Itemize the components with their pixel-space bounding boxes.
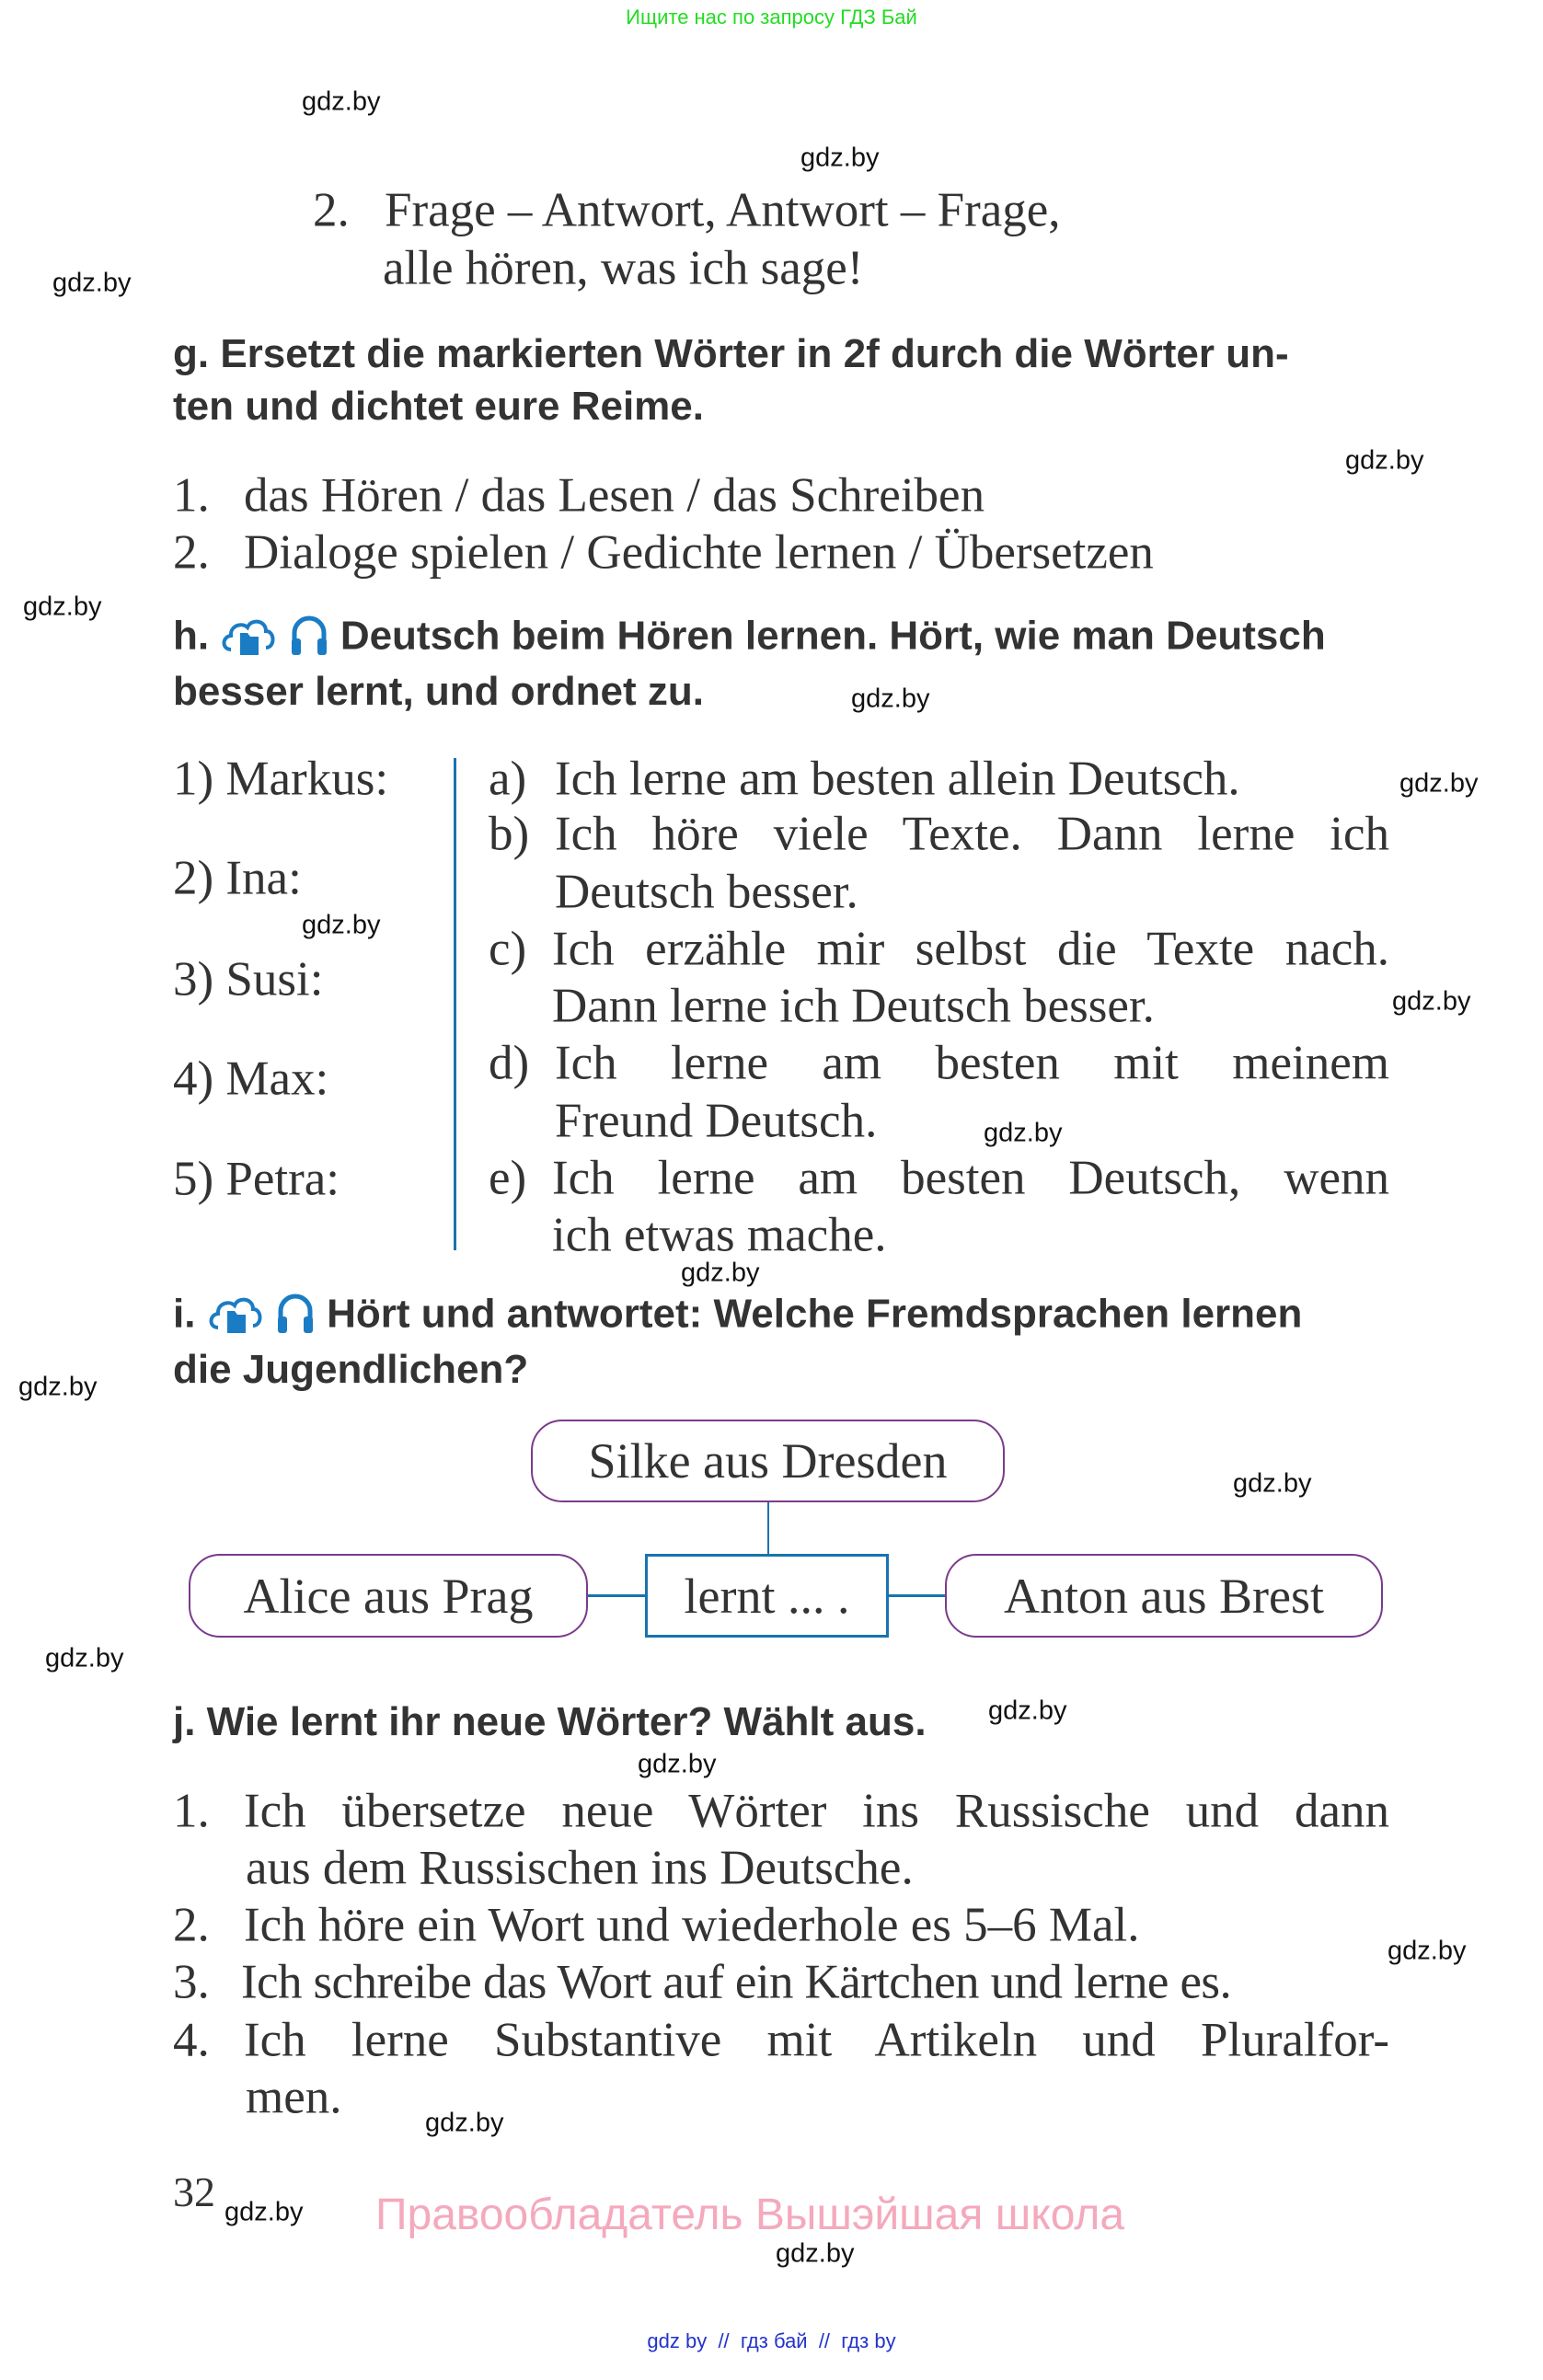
watermark: gdz.by bbox=[681, 1258, 760, 1288]
watermark: gdz.by bbox=[984, 1118, 1063, 1148]
page-number: 32 bbox=[173, 2168, 215, 2215]
copyright-notice: Правообладатель Вышэйшая школа bbox=[375, 2190, 1125, 2239]
watermark: gdz.by bbox=[1392, 986, 1471, 1017]
speaker-name: 5) Petra: bbox=[173, 1152, 340, 1206]
headphones-icon[interactable] bbox=[289, 613, 329, 664]
person-box-anton: Anton aus Brest bbox=[945, 1554, 1383, 1638]
list-item: Ich lerne Substantive mit Artikeln und Pluralfor- bbox=[244, 2013, 1389, 2067]
answer-text: Freund Deutsch. bbox=[555, 1094, 878, 1148]
list-item-number: 1. bbox=[173, 1784, 210, 1838]
connector-line bbox=[888, 1594, 946, 1597]
connector-line bbox=[767, 1502, 769, 1555]
answer-letter: b) bbox=[489, 807, 530, 861]
task-i-heading-2: die Jugendlichen? bbox=[173, 1347, 529, 1392]
watermark: gdz.by bbox=[23, 592, 102, 622]
speaker-name: 3) Susi: bbox=[173, 952, 324, 1006]
answer-letter: e) bbox=[489, 1151, 527, 1205]
answer-letter: c) bbox=[489, 922, 527, 976]
watermark: gdz.by bbox=[851, 684, 930, 714]
watermark: gdz.by bbox=[1388, 1936, 1467, 1966]
watermark: gdz.by bbox=[638, 1749, 717, 1779]
list-item: men. bbox=[246, 2070, 342, 2124]
cloud-folder-icon[interactable] bbox=[207, 1291, 264, 1342]
rhyme-number: 2. bbox=[313, 183, 350, 237]
watermark: gdz.by bbox=[1399, 768, 1479, 799]
task-j-heading: j. Wie lernt ihr neue Wörter? Wählt aus. bbox=[173, 1699, 927, 1744]
list-item: aus dem Russischen ins Deutsche. bbox=[246, 1841, 914, 1895]
task-letter: i. bbox=[173, 1291, 196, 1337]
headphones-icon[interactable] bbox=[275, 1291, 316, 1342]
answer-text: Dann lerne ich Deutsch besser. bbox=[552, 979, 1155, 1033]
task-g-heading: g. Ersetzt die markierten Wörter in 2f durch die Wörter un- bbox=[173, 331, 1289, 376]
answer-text: Ich lerne am besten Deutsch, wenn bbox=[552, 1151, 1389, 1205]
center-box: lernt ... . bbox=[645, 1554, 889, 1638]
answer-text: Deutsch besser. bbox=[555, 865, 858, 919]
list-item: Ich schreibe das Wort auf ein Kärtchen und lerne es. bbox=[241, 1955, 1232, 2009]
watermark: gdz.by bbox=[800, 143, 880, 173]
speaker-name: 4) Max: bbox=[173, 1052, 329, 1106]
watermark: gdz.by bbox=[302, 86, 381, 117]
bottom-links[interactable]: gdz by // гдз бай // гдз by bbox=[647, 2329, 896, 2352]
answer-text: Ich lerne am besten allein Deutsch. bbox=[555, 752, 1240, 806]
divider-line bbox=[454, 758, 456, 1250]
watermark: gdz.by bbox=[1233, 1468, 1312, 1499]
task-h-heading-2: besser lernt, und ordnet zu. bbox=[173, 669, 704, 714]
watermark: gdz.by bbox=[1345, 445, 1424, 476]
list-item-number: 1. bbox=[173, 468, 210, 523]
cloud-folder-icon[interactable] bbox=[220, 613, 277, 664]
list-item-number: 3. bbox=[173, 1955, 210, 2009]
task-g-heading-2: ten und dichtet eure Reime. bbox=[173, 384, 704, 429]
list-item: Dialoge spielen / Gedichte lernen / Übersetzen bbox=[244, 525, 1154, 580]
task-i-heading bbox=[173, 1291, 1302, 1342]
task-h-heading bbox=[173, 613, 1326, 664]
watermark: gdz.by bbox=[52, 268, 132, 298]
answer-text: Ich erzähle mir selbst die Texte nach. bbox=[552, 922, 1389, 976]
top-banner[interactable]: Ищите нас по запросу ГДЗ Бай bbox=[626, 6, 917, 29]
list-item: Ich übersetze neue Wörter ins Russische und dann bbox=[244, 1784, 1389, 1838]
person-box-alice: Alice aus Prag bbox=[189, 1554, 588, 1638]
connector-line bbox=[588, 1594, 646, 1597]
speaker-name: 1) Markus: bbox=[173, 752, 389, 806]
answer-letter: a) bbox=[489, 752, 527, 806]
watermark: gdz.by bbox=[776, 2238, 855, 2269]
watermark: gdz.by bbox=[18, 1372, 98, 1402]
person-box-silke: Silke aus Dresden bbox=[531, 1420, 1005, 1502]
list-item-number: 2. bbox=[173, 1898, 210, 1952]
task-h-text: Deutsch beim Hören lernen. Hört, wie man Deutsch bbox=[340, 613, 1326, 659]
task-letter: h. bbox=[173, 613, 210, 659]
answer-text: ich etwas mache. bbox=[552, 1208, 887, 1262]
answer-letter: d) bbox=[489, 1036, 530, 1090]
answer-text: Ich höre viele Texte. Dann lerne ich bbox=[555, 807, 1389, 861]
rhyme-line-1: Frage – Antwort, Antwort – Frage, bbox=[385, 183, 1061, 237]
watermark: gdz.by bbox=[302, 910, 381, 940]
watermark: gdz.by bbox=[425, 2108, 504, 2138]
task-i-text: Hört und antwortet: Welche Fremdsprachen lernen bbox=[327, 1291, 1303, 1337]
list-item-number: 4. bbox=[173, 2013, 210, 2067]
answer-text: Ich lerne am besten mit meinem bbox=[555, 1036, 1389, 1090]
watermark: gdz.by bbox=[45, 1643, 124, 1673]
rhyme-line-2: alle hören, was ich sage! bbox=[383, 241, 864, 295]
list-item-number: 2. bbox=[173, 525, 210, 580]
watermark: gdz.by bbox=[225, 2197, 304, 2227]
list-item: Ich höre ein Wort und wiederhole es 5–6 Mal. bbox=[244, 1898, 1140, 1952]
speaker-name: 2) Ina: bbox=[173, 851, 302, 905]
list-item: das Hören / das Lesen / das Schreiben bbox=[244, 468, 985, 523]
watermark: gdz.by bbox=[988, 1696, 1067, 1726]
